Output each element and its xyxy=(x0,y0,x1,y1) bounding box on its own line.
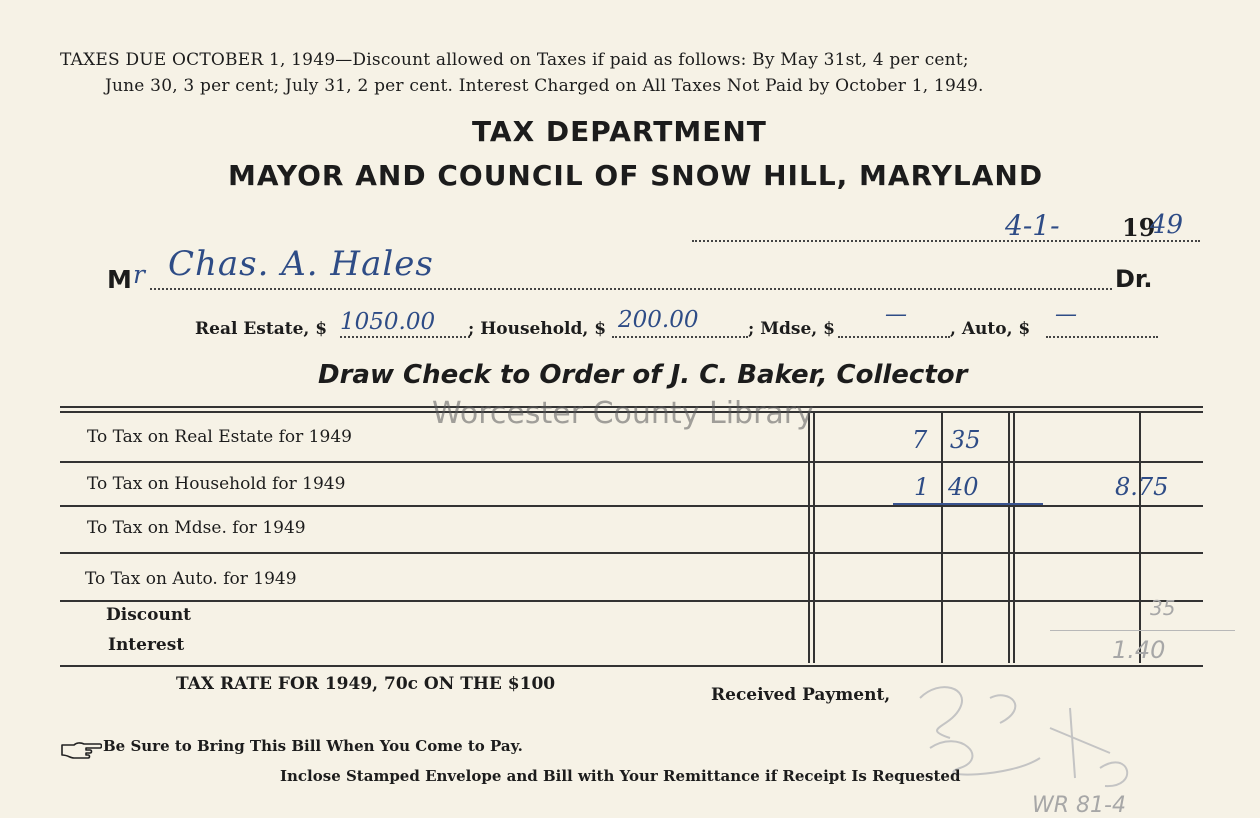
pointing-hand-icon xyxy=(60,739,102,759)
mdse-value: — xyxy=(885,302,907,327)
pencil-calc-top: 35 xyxy=(1150,596,1176,620)
payer-line xyxy=(150,288,1112,290)
pencil-calc-bottom: 1.40 xyxy=(1112,636,1166,664)
table-bottom-rule xyxy=(60,665,1203,667)
row-divider-3 xyxy=(60,552,1203,554)
reminder-text: Be Sure to Bring This Bill When You Come to Pay. xyxy=(103,737,523,755)
pencil-calc-rule xyxy=(1050,630,1235,631)
row-total-household: 8.75 xyxy=(1115,473,1169,501)
notice-line-2: June 30, 3 per cent; July 31, 2 per cent. Interest Charged on All Taxes Not Paid by October 1, 1949. xyxy=(105,76,984,96)
row-dollars-household: 1 xyxy=(914,473,930,501)
discount-label: Discount xyxy=(106,605,192,625)
date-year-handwritten: 49 xyxy=(1150,210,1184,240)
received-payment: Received Payment, xyxy=(711,685,891,705)
row-divider-4 xyxy=(60,600,1203,602)
notice-line-1: TAXES DUE OCTOBER 1, 1949—Discount allowed on Taxes if paid as follows: By May 31st, 4 per cent; xyxy=(60,50,969,70)
mdse-line xyxy=(838,336,950,338)
row-label-auto: To Tax on Auto. for 1949 xyxy=(85,569,297,589)
real-estate-line xyxy=(340,336,470,338)
check-instruction: Draw Check to Order of J. C. Baker, Collector xyxy=(318,360,968,390)
household-label: ; Household, $ xyxy=(468,319,607,339)
date-handwritten: 4-1- xyxy=(1005,209,1060,242)
interest-label: Interest xyxy=(108,635,185,655)
col-divider-3a xyxy=(1008,413,1010,663)
row-divider-1 xyxy=(60,461,1203,463)
col-divider-4 xyxy=(1139,413,1141,663)
col-divider-1b xyxy=(813,413,815,663)
document-subtitle: MAYOR AND COUNCIL OF SNOW HILL, MARYLAND xyxy=(228,159,1044,192)
row-dollars-real-estate: 7 xyxy=(912,426,928,454)
row-cents-real-estate: 35 xyxy=(950,426,981,454)
date-year-printed: 19 xyxy=(1122,213,1156,242)
row-divider-2 xyxy=(60,505,1203,507)
mdse-label: ; Mdse, $ xyxy=(748,319,835,339)
sum-underline xyxy=(893,503,1043,505)
catalog-number: WR 81-4 xyxy=(1032,793,1126,818)
row-cents-household: 40 xyxy=(948,473,979,501)
tax-rate: TAX RATE FOR 1949, 70c ON THE $100 xyxy=(176,674,556,694)
document-title: TAX DEPARTMENT xyxy=(472,115,767,148)
col-divider-3b xyxy=(1013,413,1015,663)
real-estate-label: Real Estate, $ xyxy=(195,319,328,339)
col-divider-2 xyxy=(941,413,943,663)
row-label-household: To Tax on Household for 1949 xyxy=(87,474,346,494)
col-divider-1a xyxy=(808,413,810,663)
row-label-real-estate: To Tax on Real Estate for 1949 xyxy=(87,427,352,447)
real-estate-value: 1050.00 xyxy=(340,309,436,335)
household-value: 200.00 xyxy=(618,307,699,333)
auto-label: , Auto, $ xyxy=(950,319,1031,339)
payer-prefix-handwritten: r xyxy=(133,260,145,289)
row-label-mdse: To Tax on Mdse. for 1949 xyxy=(87,518,306,538)
payer-suffix: Dr. xyxy=(1115,265,1153,293)
auto-value: — xyxy=(1055,302,1077,327)
payer-name: Chas. A. Hales xyxy=(168,244,434,284)
watermark: Worcester County Library xyxy=(432,396,814,431)
enclose-note: Inclose Stamped Envelope and Bill with Your Remittance if Receipt Is Requested xyxy=(280,767,961,785)
auto-line xyxy=(1046,336,1158,338)
payer-prefix: M xyxy=(107,265,132,294)
household-line xyxy=(612,336,748,338)
